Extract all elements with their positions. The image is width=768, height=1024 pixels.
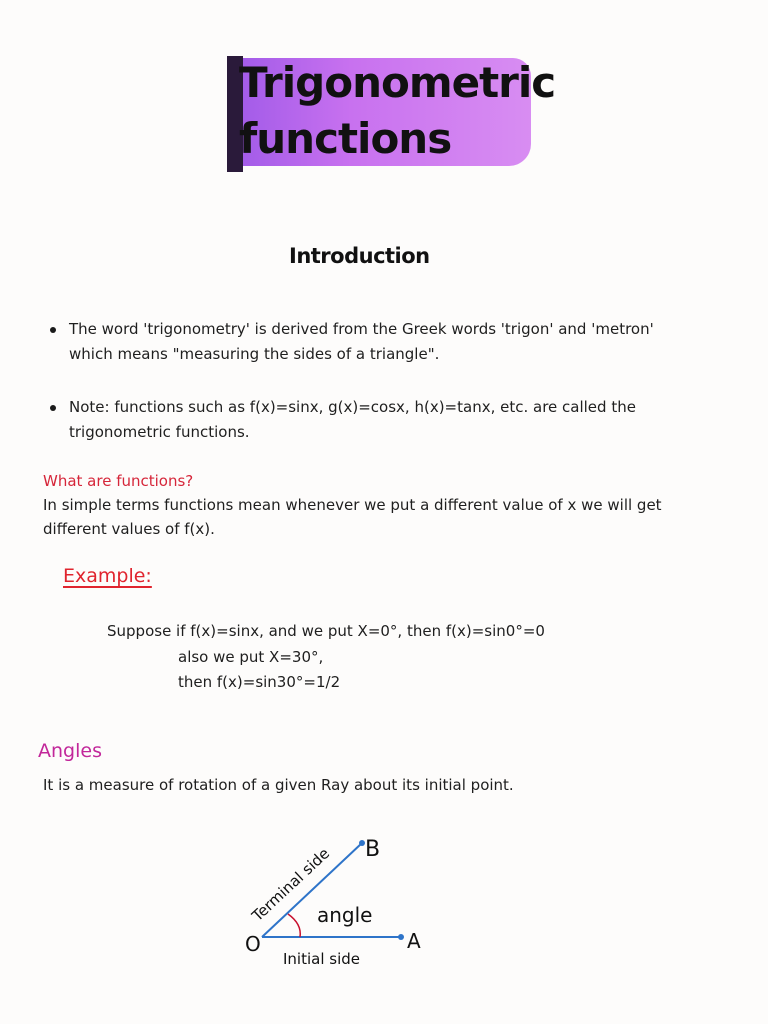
title-line-2: functions	[239, 114, 452, 163]
bullet-2-line-2: trigonometric functions.	[69, 423, 250, 441]
angle-arc	[288, 914, 300, 937]
functions-definition-line-2: different values of f(x).	[43, 520, 215, 538]
functions-definition-line-1: In simple terms functions mean whenever we put a different value of x we will get	[43, 496, 662, 514]
label-b: B	[365, 837, 381, 862]
example-line-3: then f(x)=sin30°=1/2	[178, 673, 341, 691]
example-line-2: also we put X=30°,	[178, 648, 324, 666]
example-line-1: Suppose if f(x)=sinx, and we put X=0°, then f(x)=sin0°=0	[107, 622, 545, 640]
label-o: O	[245, 932, 261, 956]
initial-side-label: Initial side	[283, 950, 361, 968]
angles-definition: It is a measure of rotation of a given Ray about its initial point.	[43, 776, 514, 794]
point-a-marker	[398, 934, 404, 940]
bullet-1-line-2: which means "measuring the sides of a triangle".	[69, 345, 440, 363]
label-a: A	[407, 929, 421, 953]
bullet-1-line-1: The word 'trigonometry' is derived from the Greek words 'trigon' and 'metron'	[69, 320, 654, 338]
angle-label: angle	[317, 903, 373, 927]
terminal-side-label: Terminal side	[248, 844, 334, 925]
functions-question: What are functions?	[43, 472, 194, 490]
example-label: Example:	[63, 565, 152, 587]
bullet-2-line-1: Note: functions such as f(x)=sinx, g(x)=cosx, h(x)=tanx, etc. are called the	[69, 398, 636, 416]
title-line-1: Trigonometric	[239, 58, 556, 107]
section-heading-introduction: Introduction	[289, 244, 430, 268]
angles-heading: Angles	[38, 740, 102, 762]
